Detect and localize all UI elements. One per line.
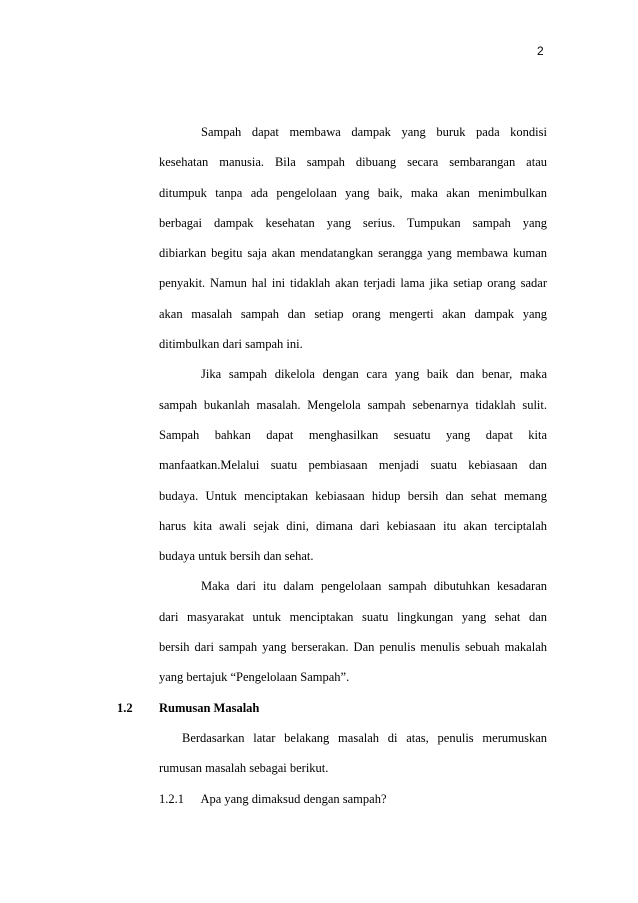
paragraph-3 (159, 571, 547, 692)
text-line: Berdasarkan latar belakang masalah di atas, penulis merumuskan (182, 730, 547, 745)
section-paragraph (159, 723, 547, 784)
text-line: ditimbulkan dari sampah ini. (159, 337, 303, 352)
sub-item-text: Apa yang dimaksud dengan sampah? (200, 791, 387, 806)
text-line: harus kita awali sejak dini, dimana dari kebiasaan itu akan terciptalah (159, 518, 547, 533)
text-line: manfaatkan.Melalui suatu pembiasaan menjadi suatu kebiasaan dan (159, 458, 547, 473)
sub-item (159, 784, 547, 814)
text-line: penyakit. Namun hal ini tidaklah akan terjadi lama jika setiap orang sadar (159, 276, 547, 291)
text-line: Sampah bahkan dapat menghasilkan sesuatu yang dapat kita (159, 427, 547, 442)
sub-item-number: 1.2.1 (159, 791, 184, 806)
text-line: Sampah dapat membawa dampak yang buruk pada kondisi (201, 125, 547, 139)
paragraph-1 (159, 117, 547, 359)
text-line: sampah bukanlah masalah. Mengelola sampah sebenarnya tidaklah sulit. (159, 397, 547, 412)
text-line: rumusan masalah sebagai berikut. (159, 761, 329, 776)
text-line: budaya. Untuk menciptakan kebiasaan hidup bersih dan sehat memang (159, 488, 547, 503)
section-number: 1.2 (117, 700, 133, 715)
paragraph-2 (159, 359, 547, 571)
text-line: ditumpuk tanpa ada pengelolaan yang baik, maka akan menimbulkan (159, 185, 547, 200)
text-line: budaya untuk bersih dan sehat. (159, 549, 314, 564)
text-line: Maka dari itu dalam pengelolaan sampah dibutuhkan kesadaran (201, 579, 547, 594)
section-title: Rumusan Masalah (159, 700, 260, 715)
text-line: akan masalah sampah dan setiap orang mengerti akan dampak yang (159, 306, 547, 321)
document-body (117, 117, 547, 814)
text-line: dibiarkan begitu saja akan mendatangkan serangga yang membawa kuman (159, 246, 547, 261)
text-line: dari masyarakat untuk menciptakan suatu lingkungan yang sehat dan (159, 609, 547, 624)
text-line: kesehatan manusia. Bila sampah dibuang secara sembarangan atau (159, 155, 547, 170)
text-line: yang bertajuk “Pengelolaan Sampah”. (159, 670, 350, 685)
page-number: 2 (537, 44, 544, 58)
text-line: Jika sampah dikelola dengan cara yang baik dan benar, maka (201, 367, 547, 382)
text-line: berbagai dampak kesehatan yang serius. Tumpukan sampah yang (159, 215, 547, 230)
section-heading (117, 693, 547, 723)
text-line: bersih dari sampah yang berserakan. Dan penulis menulis sebuah makalah (159, 640, 547, 655)
